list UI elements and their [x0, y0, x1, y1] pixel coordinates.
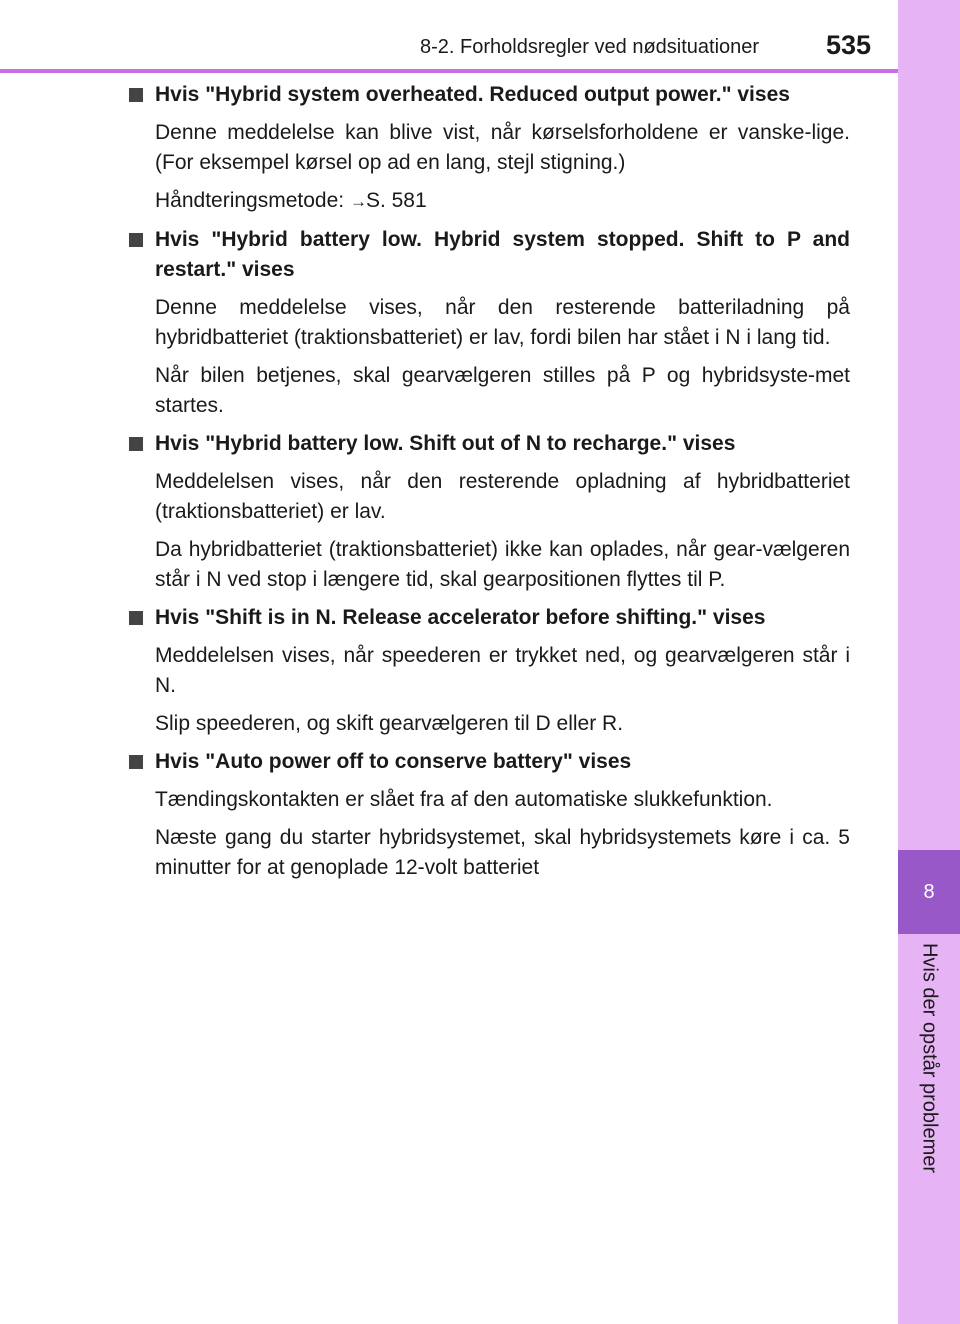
page-number: 535 [826, 30, 872, 60]
paragraph: Næste gang du starter hybridsystemet, skal hybridsystemets køre i ca. 5 minutter for at genoplade 12-volt batteriet [155, 826, 850, 879]
heading-text: Hvis "Hybrid battery low. Hybrid system stopped. Shift to P and restart." vises [155, 228, 850, 281]
paragraph: Denne meddelelse kan blive vist, når kørselsforholdene er vanske-lige. (For eksempel kørsel op ad en lang, stejl stigning.) [155, 121, 850, 174]
heading-text: Hvis "Auto power off to conserve battery" vises [155, 750, 632, 773]
paragraph: Meddelelsen vises, når speederen er trykket ned, og gearvælgeren står i N. [155, 644, 850, 697]
paragraph: Når bilen betjenes, skal gearvælgeren stilles på P og hybridsyste-met startes. [155, 364, 850, 417]
heading-text: Hvis "Hybrid system overheated. Reduced output power." vises [155, 83, 790, 106]
method-reference [128, 186, 850, 217]
section-overheated [128, 80, 850, 217]
square-bullet-icon [129, 611, 143, 625]
method-label: Håndteringsmetode: [155, 189, 350, 212]
heading-text: Hvis "Hybrid battery low. Shift out of N to recharge." vises [155, 432, 736, 455]
paragraph: Tændingskontakten er slået fra af den automatiske slukkefunktion. [155, 788, 773, 811]
chapter-number: 8 [923, 880, 935, 903]
section-battery-low-stopped [128, 225, 850, 421]
section-auto-power-off [128, 747, 850, 883]
paragraph: Meddelelsen vises, når den resterende opladning af hybridbatteriet (traktionsbatteriet) er lav. [155, 470, 850, 523]
section-heading [128, 603, 850, 633]
square-bullet-icon [129, 88, 143, 102]
section-battery-low-recharge [128, 429, 850, 595]
chapter-title: Hvis der opstår problemer [918, 942, 941, 1174]
square-bullet-icon [129, 437, 143, 451]
paragraph: Slip speederen, og skift gearvælgeren til D eller R. [155, 712, 624, 735]
page-reference-link[interactable]: S. 581 [365, 189, 427, 212]
square-bullet-icon [129, 755, 143, 769]
page-content [128, 80, 850, 891]
section-heading [128, 429, 850, 459]
section-header: 8-2. Forholdsregler ved nødsituationer [420, 36, 760, 58]
section-heading [128, 80, 850, 110]
header-rule [0, 69, 898, 73]
square-bullet-icon [129, 233, 143, 247]
chapter-number-box [898, 850, 960, 934]
paragraph: Da hybridbatteriet (traktionsbatteriet) ikke kan oplades, når gear-vælgeren står i N ved stop i længere tid, skal gearpositionen flyttes til P. [155, 538, 850, 591]
section-heading [128, 225, 850, 285]
section-heading [128, 747, 850, 777]
section-shift-in-n [128, 603, 850, 739]
paragraph: Denne meddelelse vises, når den resterende batteriladning på hybridbatteriet (traktionsbatteriet) er lav, fordi bilen har stået i N i lang tid. [155, 296, 850, 349]
heading-text: Hvis "Shift is in N. Release accelerator before shifting." vises [155, 606, 766, 629]
arrow-right-icon: → [349, 192, 366, 211]
